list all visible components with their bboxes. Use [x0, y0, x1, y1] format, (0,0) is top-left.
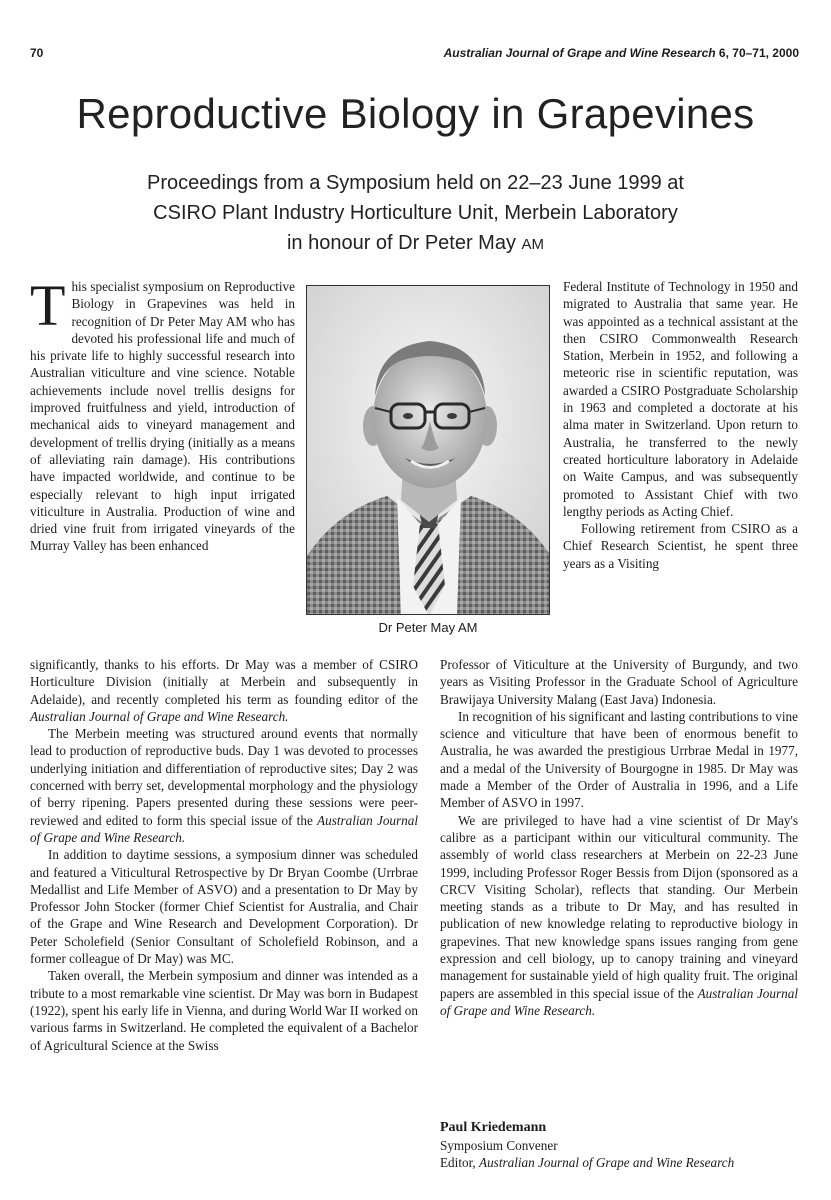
author-editor-line [440, 1154, 800, 1171]
journal-name: Australian Journal of Grape and Wine Research [443, 46, 716, 60]
subtitle-honoree: in honour of Dr Peter May [286, 232, 516, 254]
paragraph [30, 656, 418, 725]
article-subtitle [0, 168, 831, 260]
journal-reference: Australian Journal of Grape and Wine Research [479, 1155, 735, 1171]
portrait-photo [306, 285, 550, 615]
paragraph: Taken overall, the Merbein symposium and dinner was intended as a tribute to a most remarkable vine scientist. Dr May was born in Budapest (1922), spent his early life in Vienna, and during World War II worked on various farms in Switzerland. He completed the equivalent of a Bachelor of Agricultural Science at the Swiss [30, 968, 418, 1053]
paragraph [30, 725, 418, 846]
journal-reference: Australian Journal of Grape and Wine Research. [440, 985, 798, 1018]
paragraph: Professor of Viticulture at the University of Burgundy, and two years as Visiting Professor in the Graduate School of Agriculture Brawijaya University Malang (East Java) Indonesia. [440, 657, 798, 707]
subtitle-line-1: Proceedings from a Symposium held on 22–23 June 1999 at [146, 172, 684, 194]
paragraph-text: We are privileged to have had a vine scientist of Dr May's calibre as a participant within our viticultural community. The assembly of world class researchers at Merbein on 22-23 June 1999, including Professor Roger Bessis from Dijon (sponsored as a CRCV Visiting Scholar), reflects that standing. Our Merbein meeting stands as a tribute to Dr May, and has resulted in publication of new knowledge relating to reproductive biology in grapevines. That new knowledge spans issues ranging from gene expression and cell biology, up to canopy training and vineyard management for sustainable yield of high quality fruit. The original papers are assembled in this special issue of the [440, 812, 798, 1001]
paragraph: In addition to daytime sessions, a symposium dinner was scheduled and featured a Viticultural Retrospective by Dr Bryan Coombe (Urrbrae Medallist and Life Member of ASVO) and a presentation to Dr May by Professor John Stocker (former Chief Scientist for Australia, and Chair of the Grape and Wine Research and Development Corporation). Dr Peter Scholefield (Senior Consultant of Scholefield Robinson, and a former colleague of Dr May) was MC. [30, 847, 418, 967]
paragraph: In recognition of his significant and lasting contributions to vine science and viticulture that have been of enormous benefit to Australia, he was awarded the prestigious Urrbrae Medal in 1977, and a medal of the University of Bourgogne in 1985. Dr May was made a Member of the Order of Australia in 1996, and a Life Member of ASVO in 1997. [440, 708, 798, 811]
journal-running-header [444, 46, 799, 60]
paragraph-text: significantly, thanks to his efforts. Dr May was a member of CSIRO Horticulture Division (initially at Merbein and subsequently in Adelaide), and recently completed his term as founding editor of the [30, 657, 418, 707]
article-title: Reproductive Biology in Grapevines [76, 90, 755, 137]
subtitle-line-2: CSIRO Plant Industry Horticulture Unit, Merbein Laboratory [153, 202, 678, 224]
body-column-left-top [30, 273, 295, 555]
author-role: Symposium Convener [440, 1138, 558, 1153]
body-column-right-top [563, 278, 798, 572]
journal-reference: Australian Journal of Grape and Wine Research. [30, 708, 289, 724]
paragraph: Federal Institute of Technology in 1950 and migrated to Australia that same year. He was appointed as a technical assistant at the then CSIRO Commonwealth Research Station, Merbein in 1952, and following a meteoric rise in scientific reputation, was awarded a CSIRO Postgraduate Scholarship in 1963 and completed a doctorate at his alma mater in Switzerland. Upon return to Australia, he transferred to the newly created horticulture laboratory in Adelaide on Waite Campus, and was subsequently promoted to Assistant Chief with two lengthy periods as Acting Chief. [563, 279, 798, 519]
journal-citation: 6, 70–71, 2000 [718, 46, 799, 60]
paragraph-text: his specialist symposium on Reproductive Biology in Grapevines was held in recognition of Dr Peter May AM who has devoted his professional life and much of his private life to highly successful research into Australian viticulture and vine science. Notable achievements include novel trellis designs for improved fruitfulness and yield, introduction of mechanical aids to vineyard management and development of trellis drying (initially as a means of alleviating rain damage). His contributions have impacted worldwide, and continue to be especially relevant to high input irrigated viticulture in Australia. Production of wine and dried vine fruit from irrigated vineyards of the Murray Valley has been enhanced [30, 279, 295, 554]
subtitle-line-3 [0, 228, 831, 260]
paragraph: Following retirement from CSIRO as a Chief Research Scientist, he spent three years as a Visiting [563, 521, 798, 571]
paragraph [440, 812, 798, 1020]
body-column-left-bottom [30, 656, 418, 1054]
photo-caption: Dr Peter May AM [378, 620, 478, 635]
paragraph [30, 273, 295, 555]
subtitle-honour-suffix: AM [521, 236, 545, 253]
signature-block [440, 1118, 800, 1172]
journal-reference: Australian Journal of Grape and Wine Research. [30, 812, 418, 845]
author-name: Paul Kriedemann [440, 1120, 547, 1135]
drop-cap: T [30, 273, 66, 338]
editor-label: Editor, [440, 1155, 480, 1171]
body-column-right-bottom [440, 656, 798, 1019]
paragraph-text: The Merbein meeting was structured around events that normally lead to production of reproductive buds. Day 1 was devoted to processes underlying initiation and differentiation of reproductive sites; Day 2 was concerned with berry set, developmental morphology and the physiology of berry ripening. Papers presented during these sessions were peer-reviewed and edited to form this special issue of the [30, 726, 418, 828]
portrait-illustration [307, 286, 550, 615]
page-number: 70 [30, 46, 44, 60]
